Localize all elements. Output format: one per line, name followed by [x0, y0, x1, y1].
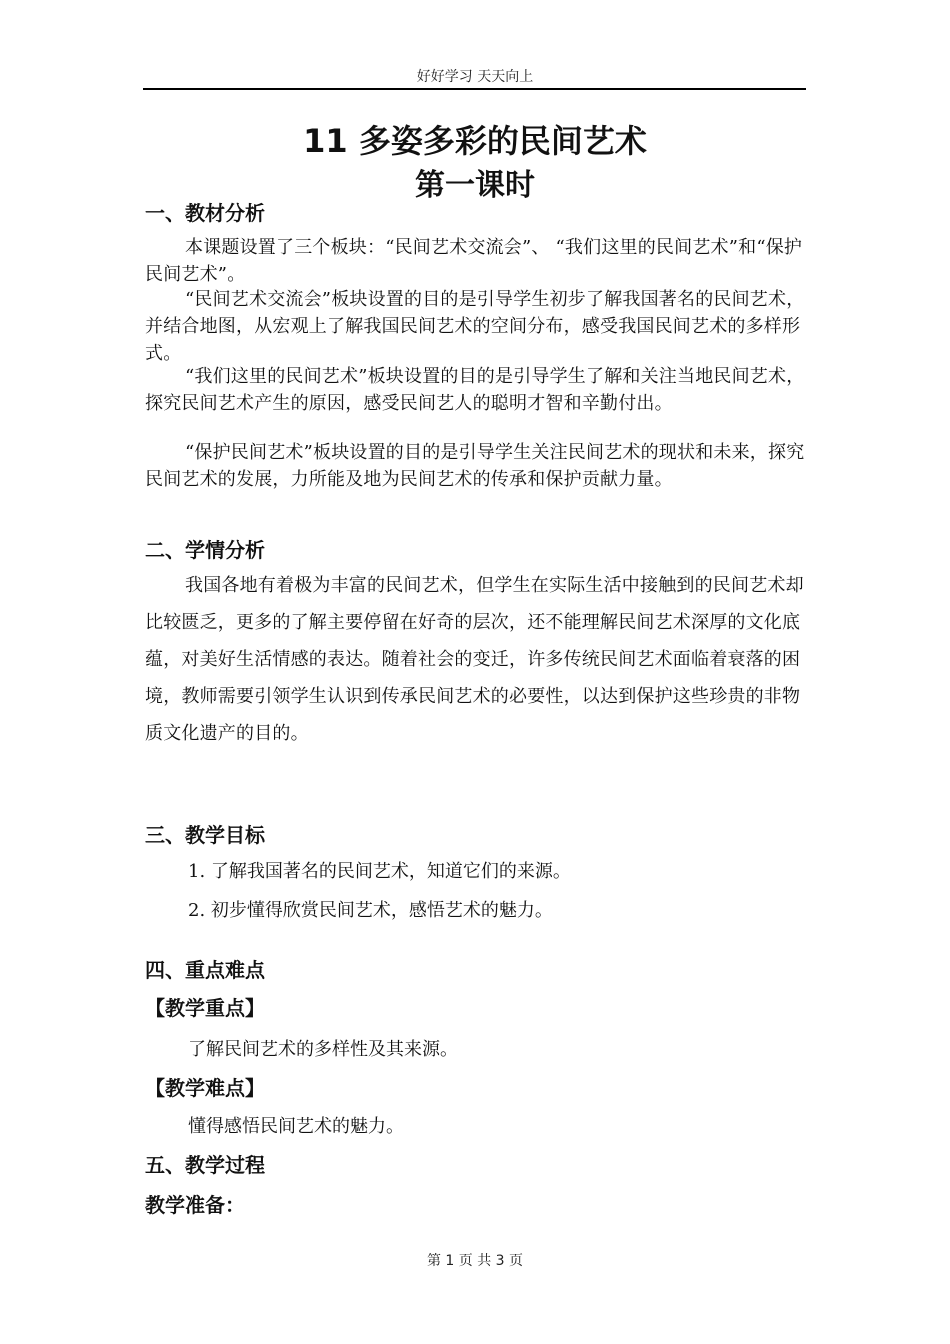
key-point-label: 【教学重点】 [145, 996, 265, 1020]
paragraph: “保护民间艺术”板块设置的目的是引导学生关注民间艺术的现状和未来，探究民间艺术的发展，力所能及地为民间艺术的传承和保护贡献力量。 [145, 442, 805, 490]
paragraph: 本课题设置了三个板块：“民间艺术交流会”、 “我们这里的民间艺术”和“保护民间艺术”。 [145, 237, 803, 285]
section-heading-objectives: 三、教学目标 [145, 823, 265, 847]
paragraph: “民间艺术交流会”板块设置的目的是引导学生初步了解我国著名的民间艺术，并结合地图，从宏观上了解我国民间艺术的空间分布，感受我国民间艺术的多样形式。 [145, 289, 805, 364]
section-heading-materials: 一、教材分析 [145, 201, 265, 225]
section-heading-students: 二、学情分析 [145, 538, 265, 562]
paragraph: “我们这里的民间艺术”板块设置的目的是引导学生了解和关注当地民间艺术，探究民间艺术产生的原因，感受民间艺人的聪明才智和辛勤付出。 [145, 366, 805, 414]
page-header: 好好学习 天天向上 [416, 69, 534, 85]
key-point-text: 了解民间艺术的多样性及其来源。 [188, 1039, 458, 1060]
header-divider [143, 88, 806, 90]
document-subtitle: 第一课时 [415, 168, 535, 203]
difficulty-text: 懂得感悟民间艺术的魅力。 [188, 1116, 404, 1137]
preparation-label: 教学准备： [145, 1193, 245, 1217]
paragraph: 我国各地有着极为丰富的民间艺术，但学生在实际生活中接触到的民间艺术却比较匮乏，更多的了解主要停留在好奇的层次，还不能理解民间艺术深厚的文化底蕴，对美好生活情感的表达。随着社会的变迁，许多传统民间艺术面临着衰落的困境，教师需要引领学生认识到传承民间艺术的必要性，以达到保护这些珍贵的非物质文化遗产的目的。 [145, 575, 804, 744]
section-heading-process: 五、教学过程 [145, 1153, 265, 1177]
objective-item: 2. 初步懂得欣赏民间艺术，感悟艺术的魅力。 [188, 900, 553, 921]
document-title: 11 多姿多彩的民间艺术 [303, 122, 647, 160]
objective-item: 1. 了解我国著名的民间艺术，知道它们的来源。 [188, 861, 571, 882]
section-heading-key-points: 四、重点难点 [145, 958, 265, 982]
difficulty-label: 【教学难点】 [145, 1076, 265, 1100]
page-footer: 第 1 页 共 3 页 [426, 1253, 524, 1269]
